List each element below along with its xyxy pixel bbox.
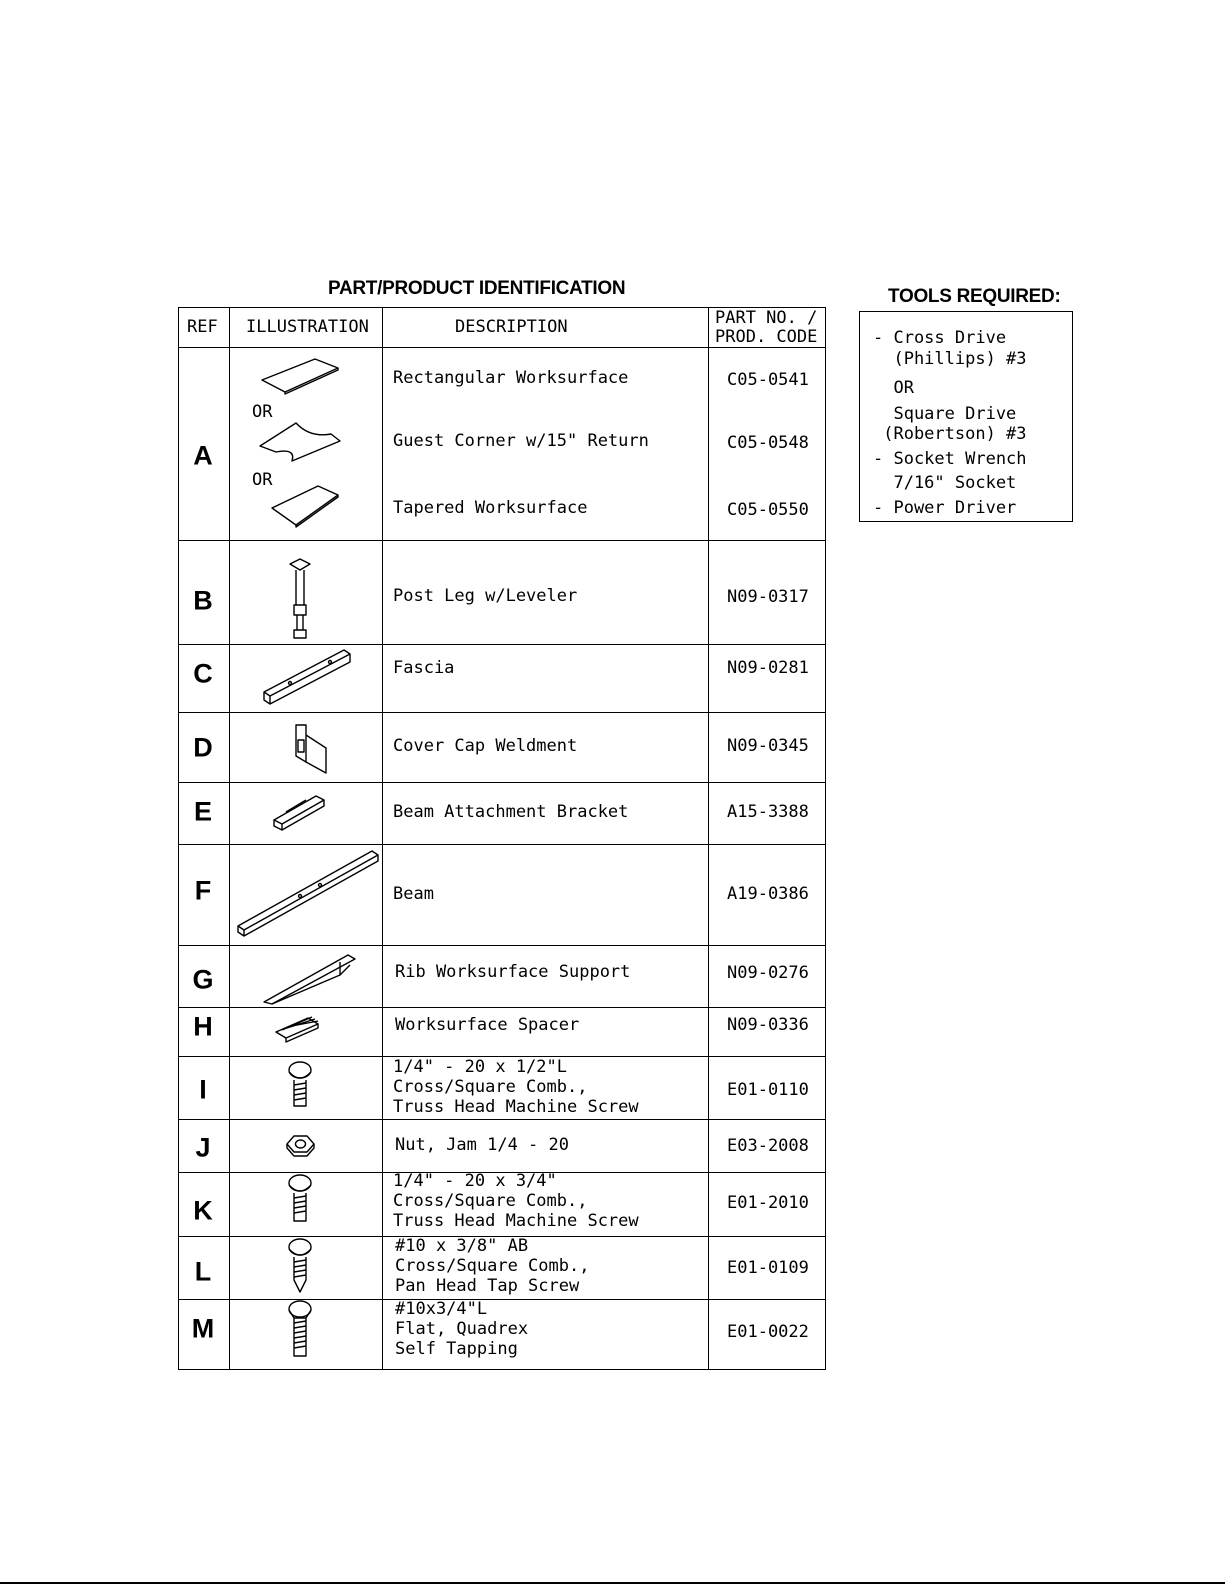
rectangular-worksurface-icon: [262, 359, 338, 394]
rib-support-icon: [264, 955, 355, 1004]
fascia-icon: [264, 650, 350, 704]
header-ref: REF: [187, 317, 218, 337]
tools-line: 7/16" Socket: [873, 473, 1017, 493]
tools-line: - Socket Wrench: [873, 449, 1027, 469]
tap-screw-icon: [289, 1239, 311, 1292]
description-text: Nut, Jam 1/4 - 20: [395, 1135, 569, 1155]
spacer-icon: [276, 1017, 318, 1042]
flat-screw-icon: [289, 1301, 311, 1356]
tools-line: - Power Driver: [873, 498, 1017, 518]
header-part-no: PART NO. / PROD. CODE: [715, 308, 818, 347]
page-title: PART/PRODUCT IDENTIFICATION: [328, 278, 626, 299]
tools-line: (Robertson) #3: [873, 424, 1027, 444]
description-text: Cover Cap Weldment: [393, 736, 578, 756]
part-code: A19-0386: [727, 884, 809, 904]
part-code: N09-0317: [727, 587, 809, 607]
description-text: 1/4" - 20 x 3/4" Cross/Square Comb., Truss Head Machine Screw: [393, 1171, 639, 1231]
ref-f: F: [194, 875, 212, 906]
ref-g: G: [192, 964, 214, 995]
description-text: Guest Corner w/15" Return: [393, 431, 649, 451]
ref-b: B: [193, 585, 213, 616]
post-leg-icon: [290, 559, 310, 638]
ref-a: A: [193, 440, 213, 471]
ref-k: K: [193, 1195, 213, 1226]
description-text: Worksurface Spacer: [395, 1015, 580, 1035]
ref-c: C: [193, 658, 213, 689]
tools-title: TOOLS REQUIRED:: [888, 286, 1061, 307]
description-text: Rectangular Worksurface: [393, 368, 629, 388]
part-code: N09-0276: [727, 963, 809, 983]
ref-l: L: [194, 1256, 212, 1287]
beam-icon: [238, 851, 378, 936]
description-text: #10x3/4"L Flat, Quadrex Self Tapping: [395, 1299, 529, 1359]
part-code: E03-2008: [727, 1136, 809, 1156]
part-code: E01-2010: [727, 1193, 809, 1213]
description-text: Tapered Worksurface: [393, 498, 588, 518]
header-illustration: ILLUSTRATION: [246, 317, 369, 337]
ref-m: M: [191, 1313, 215, 1344]
ref-e: E: [193, 796, 212, 827]
or-label: OR: [252, 470, 273, 490]
description-text: Beam: [393, 884, 434, 904]
part-code: C05-0541: [727, 370, 809, 390]
description-text: 1/4" - 20 x 1/2"L Cross/Square Comb., Truss Head Machine Screw: [393, 1057, 639, 1117]
part-code: N09-0345: [727, 736, 809, 756]
screw-icon: [289, 1175, 311, 1221]
part-code: E01-0110: [727, 1080, 809, 1100]
tools-line: (Phillips) #3: [873, 349, 1027, 369]
tools-line: Square Drive: [873, 404, 1017, 424]
part-code: N09-0281: [727, 658, 809, 678]
ref-i: I: [199, 1074, 207, 1105]
part-code: N09-0336: [727, 1015, 809, 1035]
or-label: OR: [252, 402, 273, 422]
beam-bracket-icon: [274, 796, 324, 830]
tapered-worksurface-icon: [272, 486, 338, 527]
part-code: A15-3388: [727, 802, 809, 822]
cover-cap-icon: [296, 725, 326, 773]
ref-h: H: [193, 1011, 213, 1042]
description-text: #10 x 3/8" AB Cross/Square Comb., Pan Head Tap Screw: [395, 1236, 590, 1296]
tools-line: - Cross Drive: [873, 328, 1007, 348]
screw-icon: [289, 1062, 311, 1106]
part-code: C05-0550: [727, 500, 809, 520]
header-description: DESCRIPTION: [455, 317, 568, 337]
part-code: C05-0548: [727, 433, 809, 453]
description-text: Fascia: [393, 658, 455, 678]
description-text: Beam Attachment Bracket: [393, 802, 629, 822]
part-code: E01-0109: [727, 1258, 809, 1278]
bottom-rule: [0, 1582, 1225, 1584]
description-text: Post Leg w/Leveler: [393, 586, 578, 606]
part-code: E01-0022: [727, 1322, 809, 1342]
guest-corner-worksurface-icon: [260, 423, 340, 461]
ref-j: J: [195, 1132, 211, 1163]
ref-d: D: [193, 732, 213, 763]
nut-icon: [287, 1136, 314, 1156]
description-text: Rib Worksurface Support: [395, 962, 631, 982]
tools-line: OR: [873, 378, 914, 398]
